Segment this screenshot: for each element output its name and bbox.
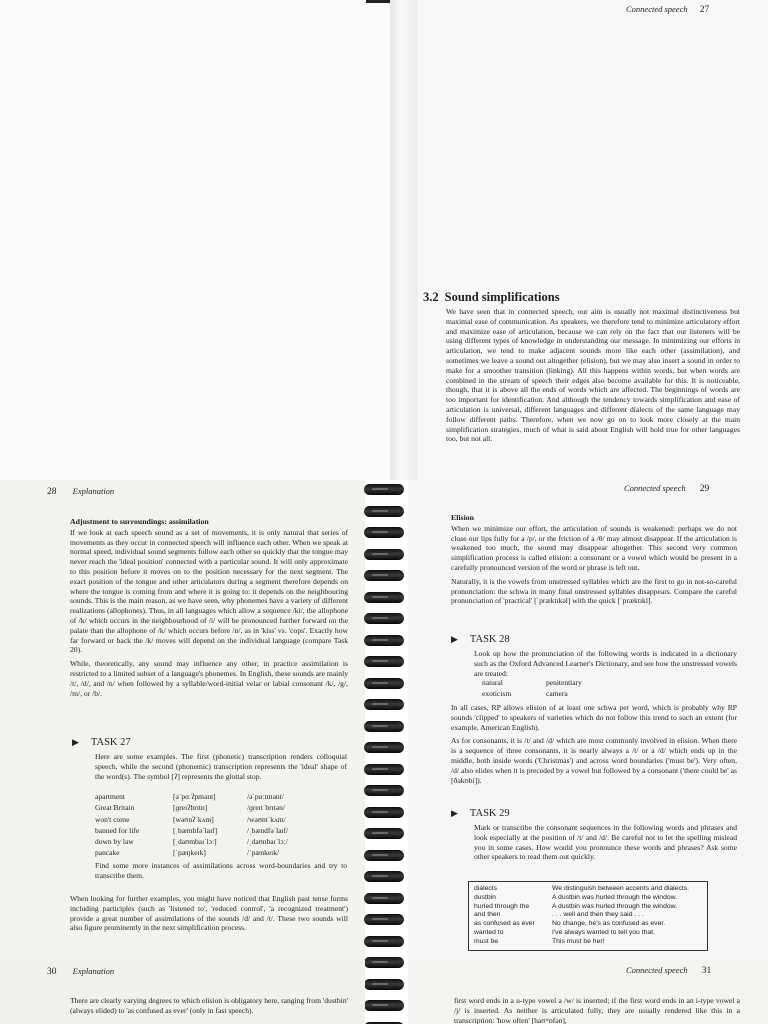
paragraph: While, theoretically, any sound may influence any other, in practice assimilation is restricted to a limited subset of a language's phonemes. In English, these sounds are mainly /t/, /d/, and /n/ when followed by a syllable/word-initial velar or labial consonant /k/, /g/, /m/, or /b/. [70,659,348,698]
spiral-coil [364,979,404,990]
phrase: dialects [474,885,498,892]
subheading: Adjustment to surroundings: assimilation [70,517,209,526]
paragraph: first word ends in a u-type vowel a /w/ is inserted; if the first word ends in an i-type vowel a /j/ is inserted. As neither is articulated fully, they are usually rendered like this in a transcription: 'how often' [haʊʷɒfən], [454,996,740,1024]
blank-page [0,0,390,480]
spiral-coil [364,871,404,882]
paragraph: There are clearly varying degrees to which elision is obligatory here, ranging from 'dustbin' (always elided) to 'as confused as ever' (only in fast speech). [70,996,348,1015]
box-row [474,885,702,894]
table-cell: banned for life [95,825,140,835]
header-title: Connected speech [626,4,688,14]
paragraph: In all cases, RP allows elision of at least one schwa per word, which is probably why RP sounds 'clipped' to speakers of varieties which do not follow this trend to such an extent (for example, American English). [451,703,737,732]
box-row [474,938,702,947]
box-row [474,894,702,903]
page-number: 27 [699,5,710,15]
task-27-instruction: Find some more instances of assimilations across word-boundaries and try to transcribe them. [95,861,347,880]
spiral-coil [364,656,404,667]
section-heading: Sound simplifications [444,290,560,304]
table-cell: /ɡreɪtˈbrɪtən/ [247,803,285,813]
running-header [47,486,114,497]
gutter [390,0,418,480]
task-29 [451,808,510,819]
running-header [626,965,711,976]
phrase: wanted to [474,928,504,936]
table-row [482,689,610,700]
table-cell: /ˌdaʊnbaɪˈlɔː/ [247,837,288,847]
triangle-icon: ▶ [72,737,79,747]
box-row [474,929,702,938]
table-row [95,792,317,803]
spiral-coil [364,785,404,796]
table-cell: penitentiary [546,678,582,687]
page-27 [418,0,768,480]
task-27-text: Here are some examples. The first (phonetic) transcription renders colloquial speech, while the second (phonemic) transcription represents the 'ideal' shape of the word(s). The symbol [ʔ] represents the glottal stop. [95,752,347,781]
phrase: dustbin [474,893,496,901]
table-cell: Great Britain [95,803,135,813]
spiral-coil [364,613,404,624]
spiral-coil [364,678,404,689]
spiral-coil [364,850,404,861]
task-label: TASK 28 [469,634,510,645]
page-number: 31 [701,966,712,976]
paragraph: When looking for further examples, you might have noticed that English past tense forms including participles (such as 'listened to', 'reduced control', 'a recognized treatment') provide a great number of assimilations of the sounds /d/ and /t/. These two sounds will also figure prominently in the next simplification process. [70,894,348,933]
table-row [95,837,317,848]
table-cell: [wəʊnʔˈkʌm] [173,814,214,824]
table-cell: /wəʊntˈkʌm/ [247,814,286,824]
binding-mark [366,0,392,3]
table-cell: apartment [95,792,125,801]
header-title: Connected speech [626,965,688,975]
table-cell: pancake [95,848,120,858]
box-row [474,920,702,929]
paragraph: If we look at each speech sound as a set of movements, it is only natural that series of movements as they occur in connected speech will influence each other. When we speak at normal speed, individual sound segments follow each other so quickly that the tongue may never reach the 'ideal position' connected with a particular sound. It will only approximate to this position before it moves on to the position necessary for the next segment. The exact position of the tongue and other articulators during a segment therefore depends on where the tongue is coming from and where it is going to: it depends on the neighbouring sounds. This is the main reason, as we have seen, why phonemes have a variety of different realizations (allophones). Thus, in all languages which allow a sequence /ki/, the allophone of /k/ which occurs in the neighbourhood of /i/ will be pronounced further forward on the palate than the allophone of /k/ which occurs before /ɒ/, as in 'kiss' vs. 'cops'. Exactly how far forward or back the /k/ moves will depend on the individual language (compare Task 20). [70,527,348,655]
phrase: as confused as ever [474,920,535,928]
page-number: 29 [699,484,710,494]
page-number: 28 [47,487,57,497]
table-cell: exoticism [482,689,512,699]
task-label: TASK 29 [469,808,510,819]
example-sentence: I've always wanted to tell you that. [552,928,655,936]
example-sentence: A dustbin was hurled through the window. [552,902,678,910]
table-row [95,848,317,859]
page-29 [408,480,768,960]
running-header [624,483,709,494]
table-cell: [əˈpɑːʔpmənt] [173,792,216,801]
phrase: must be [474,937,499,945]
spiral-binding [362,484,408,1024]
page-number: 30 [47,967,57,977]
spiral-coil [364,893,404,904]
example-sentence: We distinguish between accents and dialects. [552,885,690,892]
table-cell: [ˈpæŋkeɪk] [173,848,206,858]
assimilation-text [70,517,348,698]
header-title: Connected speech [624,483,686,493]
paragraph: Naturally, it is the vowels from unstressed syllables which are the first to go in not-so-careful pronunciation: the schwa in many final unstressed syllables disappears. Compare the careful pronunciation of 'practical' [ˈpræktɪkəl] with the quick [ˈpræktɪkl]. [451,576,737,606]
task-label: TASK 27 [90,737,131,748]
table-cell: [ɡreɪʔbrɪtn] [173,803,208,813]
table-row [95,815,317,826]
table-cell: /əˈpɑːtmənt/ [247,792,284,801]
example-sentence: This must be her! [552,937,605,945]
page-28 [0,480,365,960]
task-28-text: Look up how the pronunciation of the following words is indicated in a dictionary such as the Oxford Advanced Learner's Dictionary, and see how the unstressed vowels are treated: [474,649,737,678]
table-cell: [ˌbæmbfəˈlaɪf] [173,825,218,835]
table-row [482,678,610,689]
phrase: hurled through the [474,902,530,910]
section-title [423,290,560,305]
examples-table [95,792,317,860]
spiral-coil [364,549,404,560]
example-sentence: No change, he's as confused as ever. [552,920,666,928]
phrase: and then [474,911,501,919]
word-list [482,678,610,701]
header-title: Explanation [72,966,115,976]
example-sentence: . . . well and then they said . . . [552,911,644,919]
triangle-icon: ▶ [451,634,458,644]
subheading: Elision [451,513,474,522]
header-title: Explanation [72,486,115,496]
task-28 [451,634,510,645]
page-31 [408,960,768,1024]
spiral-coil [364,807,404,818]
table-cell: won't come [95,814,130,824]
spiral-coil [364,484,404,495]
task-27 [72,737,131,748]
phrase-box [468,881,708,951]
spiral-coil [364,957,404,968]
example-sentence: A dustbin was hurled through the window. [552,893,678,901]
table-cell: camera [546,689,568,699]
paragraph: As for consonants, it is /t/ and /d/ which are most commonly involved in elision. When there is a sequence of three consonants, it is nearly always a /t/ or a /d/ which ends up in the middle, both inside words ('Christmas') and across word boundaries ('must be'). Very often, /d/ also elides when it is preceded by a vowel but followed by a consonant ('there could be' as [ðəkʊbi]). [451,736,737,785]
spiral-coil [364,721,404,732]
spiral-coil [364,527,404,538]
triangle-icon: ▶ [451,808,458,818]
spiral-coil [364,742,404,753]
box-row [474,911,702,920]
section-number: 3.2 [423,290,439,304]
table-row [95,826,317,837]
table-cell: down by law [95,837,134,847]
page-30 [0,960,365,1024]
running-header [47,966,114,977]
table-cell: /ˈpænkeɪk/ [247,848,280,858]
section-body: We have seen that in connected speech, our aim is usually not maximal distinctiveness but maximal ease of communication. As speakers, we therefore tend to minimize articulatory effort and maximize ease of articulation, because we can rely on the fact that our listeners will be using different types of knowledge in understanding our message. In minimizing our efforts in articulation, we tend to make adjacent sounds more like each other (assimilation), and sometimes we leave a sound out altogether (elision), but we may also insert a sound in order to make for a smoother transition (linking). All this happens within words, but when words are combined in the stream of speech their edges also become available for this. It is noticeable, though, that it is above all the ends of words which are affected. The beginnings of words are too important for identification. And although the tendency towards simplification and ease of articulation is universal, different languages and different dialects of the same language may follow different paths. Therefore, when we now go on to look more closely at the main simplification strategies, much of what is said about English will hold true for other languages too, but not all. [446,307,740,444]
box-row [474,903,702,912]
elision-text [451,513,737,606]
spiral-coil [364,506,404,517]
spiral-coil [364,764,404,775]
spiral-coil [364,1000,404,1011]
task-29-context [451,703,737,785]
spiral-coil [364,936,404,947]
spiral-coil [364,592,404,603]
running-header [626,4,709,15]
task-29-text: Mark or transcribe the consonant sequences in the following words and phrases and look especially at the position of /t/ and /d/. Be careful not to let the spelling mislead you in some cases. How would you pronounce these words and phrases? Ask some other speakers to read them out quickly. [474,823,737,862]
table-row [95,803,317,814]
paragraph: When we minimize our effort, the articulation of sounds is weakened: perhaps we do not close our lips fully for a /p/, or the friction of a /θ/ may almost disappear. If the articulation is weakened too much, the sound may disappear altogether. This second very common simplification process is called elision: a consonant or a vowel which would be present in a carefully pronounced version of the word or phrase is left out. [451,523,737,572]
spiral-coil [364,828,404,839]
spiral-coil [364,699,404,710]
spiral-coil [364,635,404,646]
table-cell: natural [482,678,503,687]
table-cell: /ˌbændfəˈlaɪf/ [247,825,289,835]
table-cell: [ˌdaʊmbaɪˈlɔː] [173,837,217,847]
spiral-coil [364,914,404,925]
spiral-coil [364,570,404,581]
